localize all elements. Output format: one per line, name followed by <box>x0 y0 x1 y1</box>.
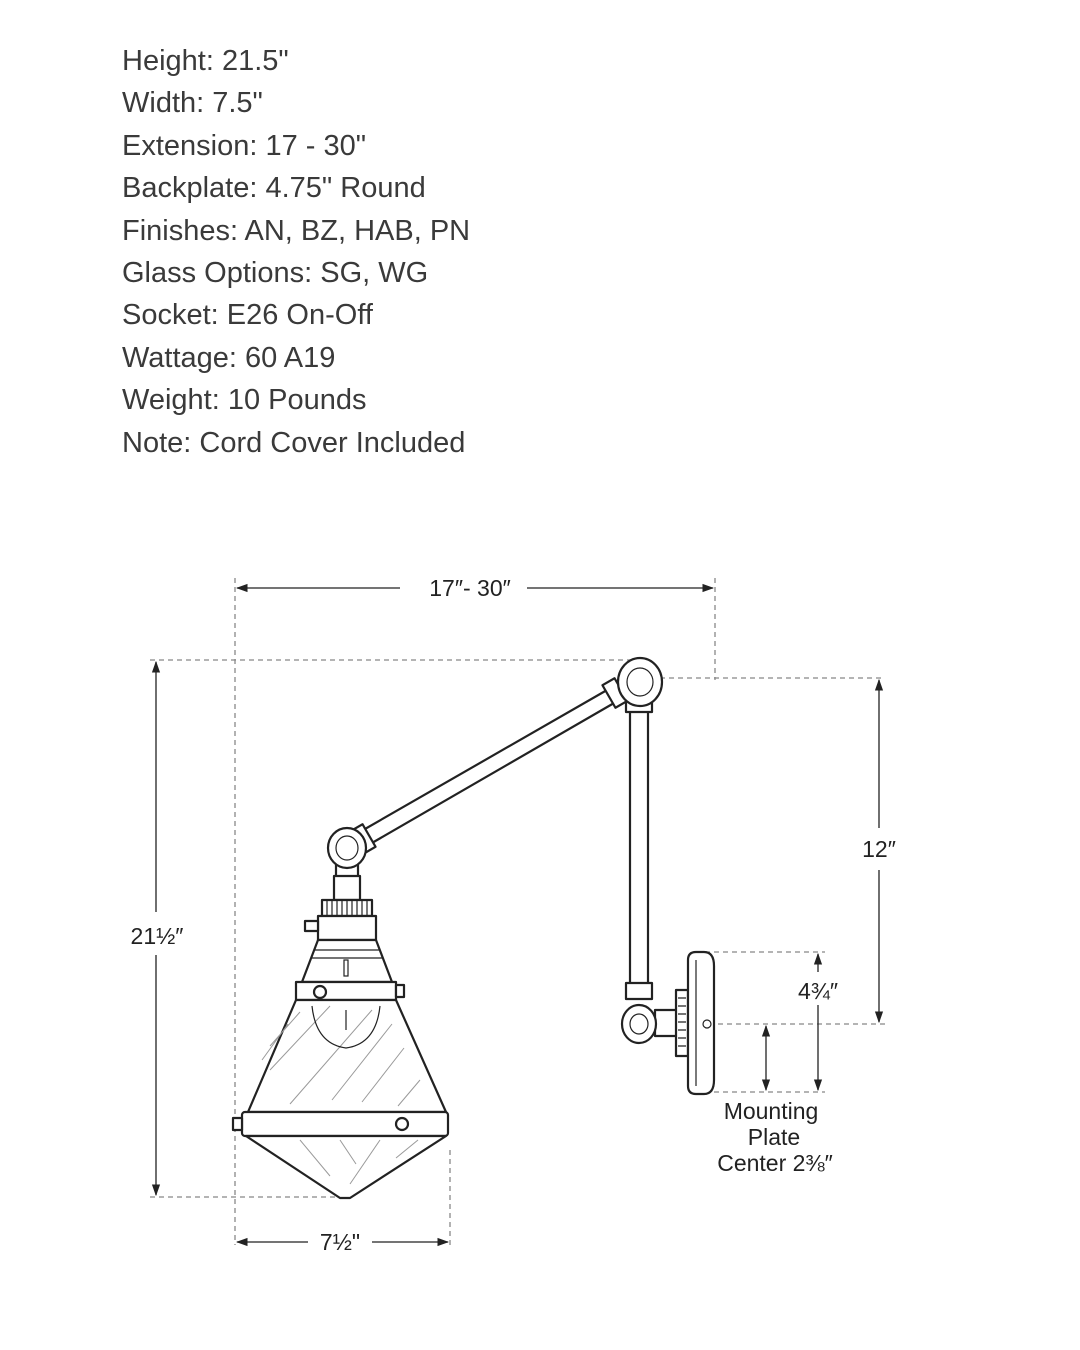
spec-socket: Socket: E26 On-Off <box>122 299 373 332</box>
height-dimension <box>131 662 184 1195</box>
shade-pivot <box>328 828 366 868</box>
width-dimension <box>237 1229 448 1255</box>
spec-glass-options: Glass Options: SG, WG <box>122 256 429 289</box>
extension-label: 17″- 30″ <box>429 575 511 601</box>
spec-finishes: Finishes: AN, BZ, HAB, PN <box>122 214 471 247</box>
backplate <box>688 952 714 1094</box>
shade-rim <box>242 1112 448 1136</box>
lamp-illustration <box>233 658 714 1198</box>
glass-tip <box>246 1136 446 1198</box>
spec-weight: Weight: 10 Pounds <box>122 384 367 417</box>
extension-dimension <box>237 575 713 601</box>
socket-body <box>318 916 376 940</box>
mounting-label-line1: Mounting <box>723 1098 819 1124</box>
spec-height: Height: 21.5" <box>122 45 289 77</box>
backplate-dimension <box>798 954 838 1090</box>
height-label: 21½″ <box>130 923 184 949</box>
upper-arm <box>358 686 621 847</box>
glass-shade <box>248 1000 446 1112</box>
socket-neck <box>334 876 360 900</box>
width-label: 7½" <box>319 1229 361 1255</box>
fitter-band <box>296 982 396 1000</box>
spec-wattage: Wattage: 60 A19 <box>122 341 336 374</box>
spec-note: Note: Cord Cover Included <box>122 426 466 459</box>
switch-knob <box>305 921 318 931</box>
backplate-label: 4¾″ <box>797 978 839 1004</box>
top-pivot <box>618 658 662 706</box>
spec-extension: Extension: 17 - 30" <box>122 129 367 162</box>
mounting-label-line3: Center 2⅜″ <box>717 1150 833 1176</box>
spec-width: Width: 7.5" <box>122 87 263 120</box>
arm-drop-dimension <box>862 680 896 1022</box>
arm-drop-label: 12″ <box>862 836 896 862</box>
bottom-pivot <box>622 1005 656 1043</box>
spec-backplate: Backplate: 4.75" Round <box>122 172 426 205</box>
mounting-center-dimension <box>717 1026 833 1176</box>
mounting-label-line2: Plate <box>747 1124 801 1150</box>
drop-arm <box>630 696 648 996</box>
